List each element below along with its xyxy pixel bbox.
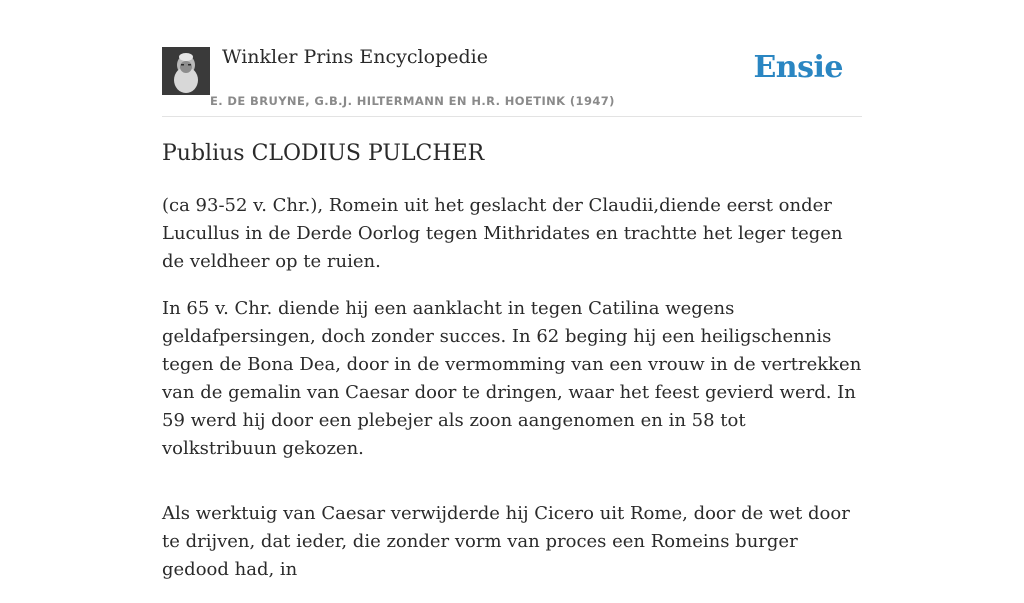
article-paragraph: Als werktuig van Caesar verwijderde hij Cicero uit Rome, door de wet door te drijven, dat ieder, die zonder vorm van proces een Romeins burger gedood had, in bbox=[162, 503, 850, 580]
article-paragraph: In 65 v. Chr. diende hij een aanklacht in tegen Catilina wegens geldafpersingen, doch zonder succes. In 62 beging hij een heiligschennis tegen de Bona Dea, door in de vermomming van een vrouw in de vertrekken van de gemalin van Caesar door te dringen, waar het feest gevierd werd. In 59 werd hij door een plebejer als zoon aangenomen en in 58 tot volkstribuun gekozen. bbox=[162, 298, 862, 459]
article-body bbox=[162, 192, 862, 603]
article-title: Publius CLODIUS PULCHER bbox=[162, 141, 485, 166]
article-paragraph: (ca 93-52 v. Chr.), Romein uit het geslacht der Claudii,diende eerst onder Lucullus in de Derde Oorlog tegen Mithridates en trachtte het leger tegen de veldheer op te ruien. bbox=[162, 195, 843, 272]
page-container bbox=[162, 0, 862, 580]
ensie-logo[interactable]: Ensie bbox=[753, 50, 843, 85]
author-portrait-icon[interactable] bbox=[162, 47, 210, 95]
source-title[interactable]: Winkler Prins Encyclopedie bbox=[222, 46, 488, 68]
source-header bbox=[162, 0, 862, 117]
source-authors: E. DE BRUYNE, G.B.J. HILTERMANN EN H.R. HOETINK (1947) bbox=[210, 94, 615, 108]
